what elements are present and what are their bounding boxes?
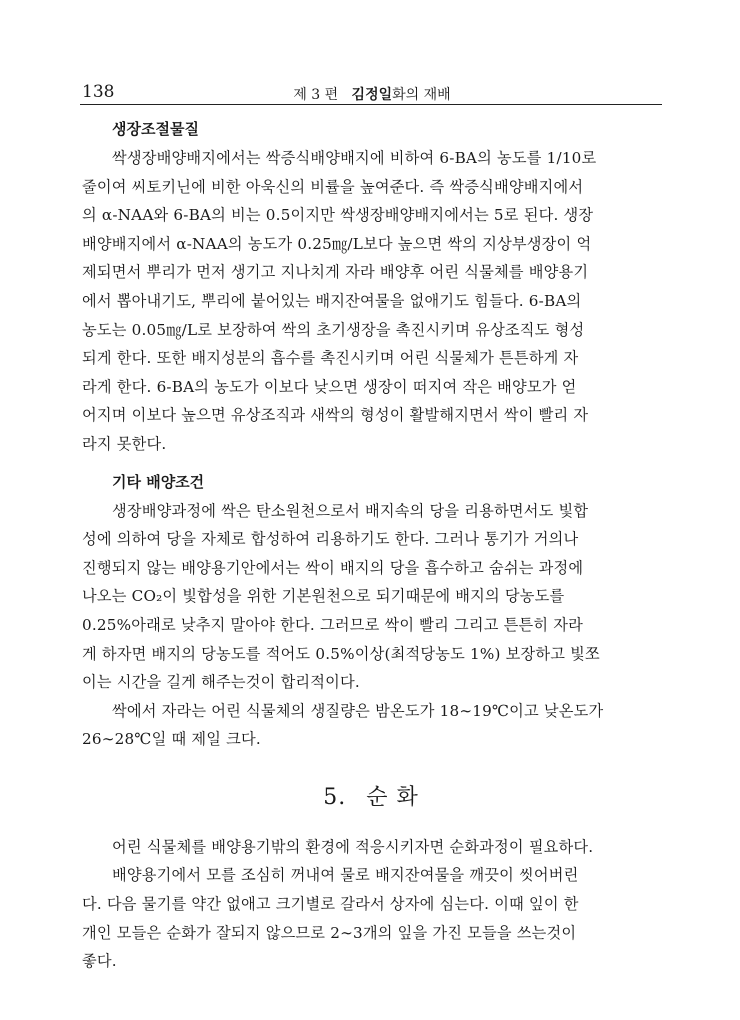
part-label: 제 3 편 <box>293 87 339 103</box>
text-line: 좋다. <box>82 952 117 971</box>
page-number: 138 <box>82 82 115 102</box>
page-body <box>82 114 660 976</box>
text-line: 제되면서 뿌리가 먼저 생기고 지나치게 자라 배양후 어린 식물체를 배양용기 <box>82 263 589 282</box>
text-line: 생장배양과정에 싹은 탄소원천으로서 배지속의 당을 리용하면서도 빛합 <box>112 501 589 520</box>
text-line: 성에 의하여 당을 자체로 합성하여 리용하기도 한다. 그러나 통기가 거의나 <box>82 530 579 549</box>
subheading-other-conditions: 기타 배양조건 <box>112 472 205 491</box>
section-title-text: 순 화 <box>366 784 419 810</box>
text-line: 농도는 0.05㎎/L로 보장하여 싹의 초기생장을 촉진시키며 유상조직도 형성 <box>82 320 585 339</box>
subheading-growth-regulator: 생장조절물질 <box>112 120 199 138</box>
text-line: 게 하자면 배지의 당농도를 적어도 0.5%이상(최적당농도 1%) 보장하고 빛쪼 <box>82 644 600 663</box>
paragraph-acclimation-2 <box>82 861 660 975</box>
running-title <box>82 84 662 104</box>
text-line: 의 α-NAA와 6-BA의 비는 0.5이지만 싹생장배양배지에서는 5로 된다. 생장 <box>82 206 594 225</box>
text-line: 에서 뽑아내기도, 뿌리에 붙어있는 배지잔여물을 없애기도 힘들다. 6-BA의 <box>82 291 582 310</box>
section-number: 5. <box>323 784 347 810</box>
text-line: 진행되지 않는 배양용기안에서는 싹이 배지의 당을 흡수하고 숨쉬는 과정에 <box>82 558 584 577</box>
text-line: 어린 식물체를 배양용기밖의 환경에 적응시키자면 순화과정이 필요하다. <box>112 837 594 856</box>
text-line: 다. 다음 물기를 약간 없애고 크기별로 갈라서 상자에 심는다. 이때 잎이 한 <box>82 895 579 914</box>
paragraph-acclimation-1 <box>82 833 660 862</box>
text-line: 싹생장배양배지에서는 싹증식배양배지에 비하여 6-BA의 농도를 1/10로 <box>112 149 597 167</box>
text-line: 나오는 CO₂이 빛합성을 위한 기본원천으로 되기때문에 배지의 당농도를 <box>82 587 565 606</box>
text-line: 싹에서 자라는 어린 식물체의 생질량은 밤온도가 18∼19℃이고 낮온도가 <box>112 701 604 720</box>
section-title-acclimation <box>82 780 660 811</box>
paragraph-other-conditions-1 <box>82 497 660 697</box>
page-header <box>82 80 662 106</box>
title-bold: 김정일 <box>351 87 393 103</box>
text-line: 이는 시간을 길게 해주는것이 합리적이다. <box>82 673 360 692</box>
text-line: 0.25%아래로 낮추지 말아야 한다. 그러므로 싹이 빨리 그리고 튼튼히 자라 <box>82 615 584 634</box>
text-line: 어지며 이보다 높으면 유상조직과 새싹의 형성이 활발해지면서 싹이 빨리 자 <box>82 406 589 425</box>
title-rest: 화의 재배 <box>392 87 451 103</box>
text-line: 개인 모들은 순화가 잘되지 않으므로 2∼3개의 잎을 가진 모들을 쓰는것이 <box>82 923 577 942</box>
text-line: 라게 한다. 6-BA의 농도가 이보다 낮으면 생장이 떠지여 작은 배양모가 얻 <box>82 377 577 396</box>
text-line: 라지 못한다. <box>82 434 167 453</box>
text-line: 줄이여 씨토키닌에 비한 아욱신의 비률을 높여준다. 즉 싹증식배양배지에서 <box>82 177 584 196</box>
paragraph-other-conditions-2 <box>82 697 660 754</box>
paragraph-growth-regulator <box>82 144 660 459</box>
text-line: 26∼28℃일 때 제일 크다. <box>82 730 261 749</box>
text-line: 배양용기에서 모를 조심히 꺼내여 물로 배지잔여물을 깨끗이 씻어버린 <box>112 866 579 885</box>
header-rule <box>80 104 662 105</box>
text-line: 배양배지에서 α-NAA의 농도가 0.25㎎/L보다 높으면 싹의 지상부생장이 억 <box>82 234 592 253</box>
text-line: 되게 한다. 또한 배지성분의 흡수를 촉진시키며 어린 식물체가 튼튼하게 자 <box>82 349 579 368</box>
